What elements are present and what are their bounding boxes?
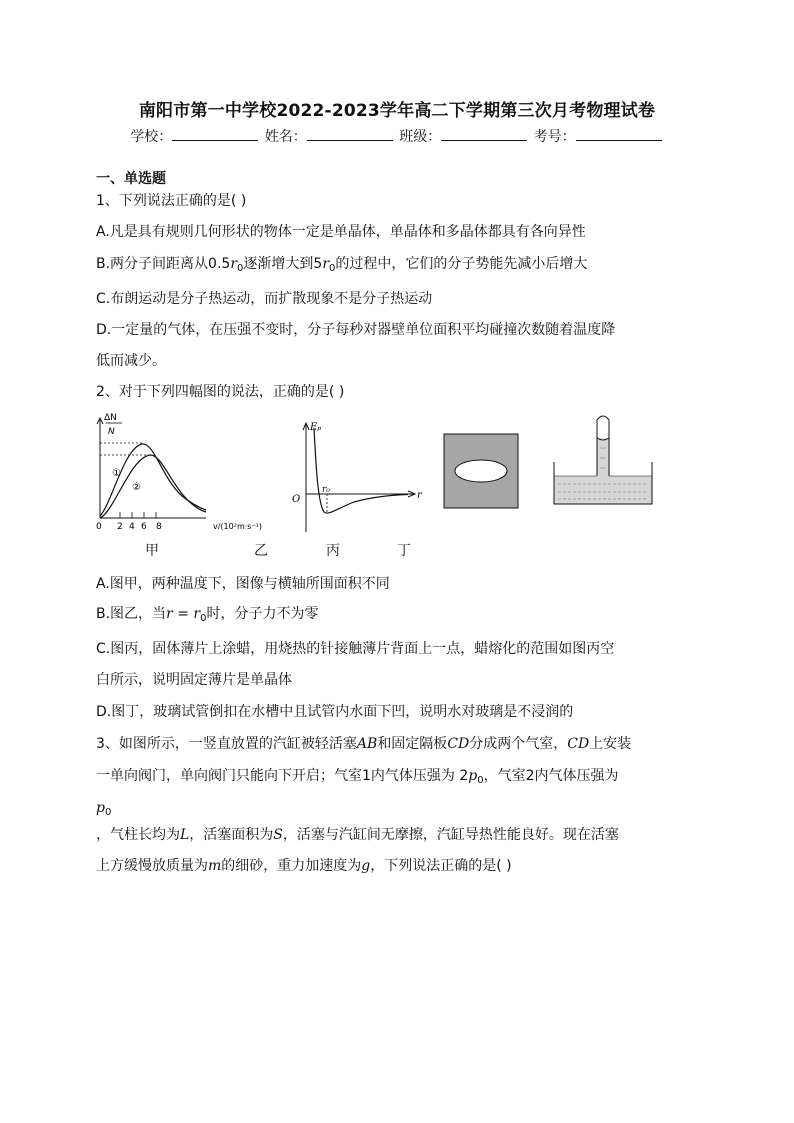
q2-figures	[92, 408, 692, 540]
q3-piston-ab: AB	[356, 736, 378, 752]
q3-l2-b: ，气室2内气体压强为	[483, 768, 619, 784]
jia-tick-8: 8	[156, 522, 162, 532]
exam-no-blank[interactable]	[576, 128, 662, 141]
q2-b-post: 时，分子力不为零	[206, 606, 319, 622]
q3-line-1	[96, 733, 631, 753]
jia-x-label: v/(10²m·s⁻¹)	[213, 522, 262, 531]
q2-b-pre: B.图乙，当	[96, 606, 167, 622]
q3-l5-c: ，下列说法正确的是( )	[370, 858, 512, 874]
q1-option-b	[96, 253, 587, 274]
q1-b-r0-second: r	[322, 256, 330, 272]
q3-line-3	[96, 800, 111, 818]
q3-p-sub: 0	[477, 775, 484, 786]
yi-y-label: Eₚ	[310, 422, 322, 433]
q1-option-d-line2: 低而减少。	[96, 353, 166, 369]
jia-y-label-bottom: N	[108, 427, 115, 437]
q3-l2-a: 一单向阀门，单向阀门只能向下开启；气室1内气体压强为 2	[96, 768, 469, 784]
q3-l1-d: 上安装	[589, 736, 632, 752]
q3-length-l: L	[180, 827, 190, 843]
jia-tick-4: 4	[129, 522, 135, 532]
name-label: 姓名：	[264, 129, 307, 145]
q1-b-mid: 逐渐增大到5	[243, 256, 323, 272]
jia-curve-2-label: ②	[132, 482, 141, 493]
jia-tick-2: 2	[117, 522, 123, 532]
q2-b-sub-zero: 0	[200, 613, 207, 624]
name-blank[interactable]	[307, 128, 393, 141]
q3-p0-symbol: p	[96, 800, 105, 816]
yi-x-label: r	[417, 490, 422, 501]
yi-r0-label: r₀	[322, 485, 330, 495]
q3-area-s: S	[273, 827, 283, 843]
q3-p-symbol: p	[468, 768, 478, 784]
exam-no-label: 考号：	[533, 129, 576, 145]
q1-option-d-line1: D.一定量的气体，在压强不变时，分子每秒对器壁单位面积平均碰撞次数随着温度降	[96, 322, 616, 338]
jia-tick-6: 6	[141, 522, 147, 532]
q1-b-r0-sub-second: 0	[329, 263, 336, 274]
caption-jia: 甲	[145, 543, 159, 559]
q1-b-pre: B.两分子间距离从0.5	[96, 256, 231, 272]
jia-tick-0: 0	[96, 522, 102, 532]
q3-divider-cd: CD	[447, 736, 470, 752]
q2-option-d: D.图丁，玻璃试管倒扣在水槽中且试管内水面下凹，说明水对玻璃是不浸润的	[96, 704, 574, 720]
q1-option-c: C.布朗运动是分子热运动，而扩散现象不是分子热运动	[96, 291, 433, 307]
exam-title: 南阳市第一中学校2022-2023学年高二下学期第三次月考物理试卷	[138, 101, 656, 121]
section-heading: 一、单选题	[96, 171, 166, 187]
jia-curve-1-label: ①	[112, 468, 121, 479]
q3-gravity-g: g	[361, 858, 371, 874]
q3-line-5	[96, 855, 512, 875]
q2-option-a: A.图甲，两种温度下，图像与横轴所围面积不同	[96, 576, 390, 592]
q3-line-4	[96, 824, 619, 844]
yi-origin: O	[292, 494, 301, 505]
q2-option-b	[96, 603, 318, 624]
q3-l1-a: 3、如图所示，一竖直放置的汽缸被轻活塞	[96, 736, 357, 752]
q3-p0-sub: 0	[104, 807, 112, 818]
q3-l4-a: ，气柱长均为	[96, 827, 180, 843]
figure-bing	[444, 434, 518, 508]
q3-l1-c: 分成两个气室，	[469, 736, 568, 752]
q3-l5-b: 的细砂，重力加速度为	[221, 858, 362, 874]
school-blank[interactable]	[172, 128, 258, 141]
jia-y-label-top: ΔN	[104, 413, 117, 423]
q3-mass-m: m	[208, 858, 222, 874]
caption-bing: 丙	[326, 543, 340, 559]
q2-option-c-line2: 白所示，说明固定薄片是单晶体	[96, 672, 292, 688]
student-info-row	[0, 126, 794, 146]
q3-l4-b: ，活塞面积为	[189, 827, 274, 843]
q1-stem: 1、下列说法正确的是( )	[96, 193, 247, 209]
school-label: 学校：	[130, 129, 173, 145]
q3-l4-c: ，活塞与汽缸间无摩擦，汽缸导热性能良好。现在活塞	[282, 827, 619, 843]
q2-stem: 2、对于下列四幅图的说法，正确的是( )	[96, 384, 345, 400]
q3-l1-b: 和固定隔板	[377, 736, 448, 752]
q3-divider-cd-2: CD	[567, 736, 590, 752]
figure-yi	[292, 422, 423, 532]
class-label: 班级：	[399, 129, 442, 145]
q3-line-2	[96, 765, 619, 786]
q2-b-equation: r = r	[166, 606, 201, 622]
q2-option-c-line1: C.图丙，固体薄片上涂蜡，用烧热的针接触薄片背面上一点，蜡熔化的范围如图丙空	[96, 641, 615, 657]
class-blank[interactable]	[441, 128, 527, 141]
q1-b-r0-sub-first: 0	[237, 263, 244, 274]
q1-option-a: A.凡是具有规则几何形状的物体一定是单晶体，单晶体和多晶体都具有各向异性	[96, 224, 586, 240]
caption-ding: 丁	[397, 543, 411, 559]
q1-b-post: 的过程中，它们的分子势能先减小后增大	[335, 256, 588, 272]
q1-b-r0-first: r	[230, 256, 238, 272]
figure-jia	[96, 413, 262, 532]
q3-l5-a: 上方缓慢放质量为	[96, 858, 208, 874]
figure-ding	[554, 416, 652, 504]
caption-yi: 乙	[254, 543, 268, 559]
